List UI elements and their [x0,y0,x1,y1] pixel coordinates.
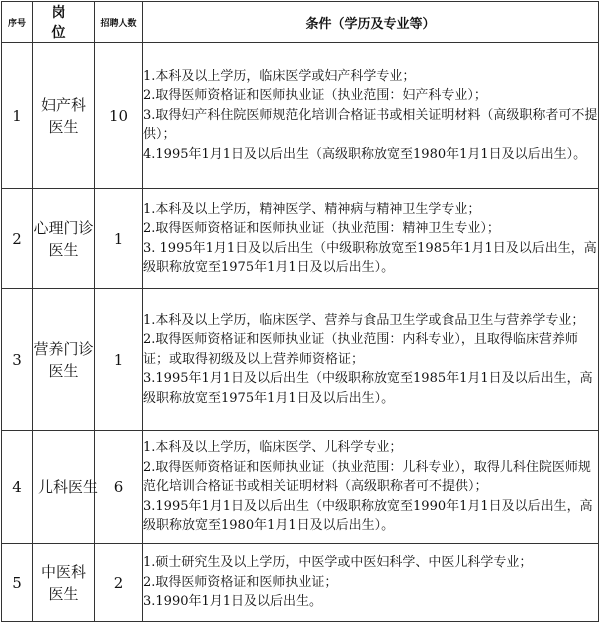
row-count: 1 [95,189,143,289]
condition-item: 2.取得医师资格证和医师执业证（执业范围：妇产科专业）； [143,88,487,104]
row-count: 10 [95,43,143,189]
row-position: 心理门诊医生 [33,218,94,259]
table-row [2,544,599,622]
condition-item: 1.硕士研究生及以上学历，中医学或中医妇科学、中医儿科学专业； [143,555,533,571]
row-conditions [143,189,599,289]
row-num: 1 [2,43,33,189]
header-num: 序号 [2,2,33,43]
table-row [2,289,599,431]
row-num: 3 [2,289,33,431]
header-count: 招聘人数 [95,2,143,43]
condition-item: 2.取得医师资格证和医师执业证（执业范围：精神卫生专业）； [143,221,500,236]
row-conditions [143,431,599,544]
header-row [2,2,599,43]
condition-item: 1.本科及以上学历，精神医学、精神病与精神卫生学专业； [143,201,481,217]
condition-item: 4.1995年1月1日及以后出生（高级职称放宽至1980年1月1日及以后出生）。 [143,146,587,162]
row-num: 5 [2,544,33,622]
row-conditions [143,544,599,622]
row-num: 2 [2,189,33,289]
table-row [2,189,599,289]
recruitment-table [1,1,599,622]
table-row [2,431,599,544]
condition-item: 2.取得医师资格证和医师执业证； [143,574,338,590]
condition-item: 3.取得妇产科住院医师规范化培训合格证书或相关证明材料（高级职称者可不提供）； [143,107,598,143]
header-conditions: 条件（学历及专业等） [143,2,599,43]
condition-item: 1.本科及以上学历，临床医学或妇产科学专业； [143,68,416,84]
condition-item: 2.取得医师资格证和医师执业证（执业范围：内科专业），且取得临床营养师证；或取得初级及以上营养师资格证； [143,332,578,367]
condition-item: 3.1990年1月1日及以后出生。 [143,594,323,610]
row-count: 2 [95,544,143,622]
condition-item: 3.1995年1月1日及以后出生（中级职称放宽至1985年1月1日及以后出生，高级职称放宽至1975年1月1日及以后出生）。 [143,371,593,406]
condition-item: 2.取得医师资格证和医师执业证（执业范围：儿科专业），取得儿科住院医师规范化培训合格证书或相关证明材料（高级职称者可不提供）； [143,459,591,495]
row-count: 1 [95,289,143,431]
row-conditions [143,43,599,189]
row-position: 营养门诊医生 [33,339,94,380]
condition-item: 3.1995年1月1日及以后出生（中级职称放宽至1990年1月1日及以后出生，高级职称放宽至1980年1月1日及以后出生）。 [143,498,593,534]
row-position: 儿科医生 [37,478,98,496]
condition-item: 1.本科及以上学历，临床医学、儿科学专业； [143,440,403,456]
row-count: 6 [95,431,143,544]
row-position: 妇产科医生 [40,95,86,136]
condition-item: 1.本科及以上学历，临床医学、营养与食品卫生学或食品卫生与营养学专业； [143,312,585,328]
row-position: 中医科医生 [40,562,86,603]
condition-item: 3. 1995年1月1日及以后出生（中级职称放宽至1985年1月1日及以后出生，高级职称放宽至1975年1月1日及以后出生）。 [143,240,597,275]
header-position: 岗 位 [33,2,95,43]
table-row [2,43,599,189]
row-conditions [143,289,599,431]
row-num: 4 [2,431,33,544]
